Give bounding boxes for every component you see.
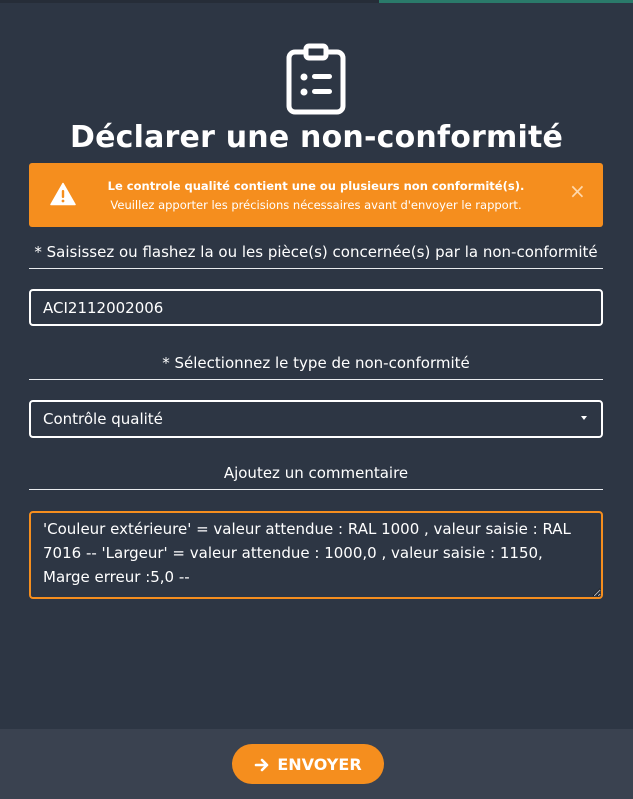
alert-close-button[interactable]: × <box>569 179 586 203</box>
warning-icon <box>50 182 76 206</box>
type-label: * Sélectionnez le type de non-conformité <box>162 354 470 372</box>
send-button[interactable] <box>232 744 384 784</box>
parts-input[interactable] <box>29 289 603 326</box>
parts-label: * Saisissez ou flashez la ou les pièce(s) concernée(s) par la non-conformité <box>34 243 598 261</box>
warning-alert <box>29 163 603 227</box>
nonconformity-type-value: Contrôle qualité <box>43 410 163 428</box>
alert-message-detail: Veuillez apporter les précisions nécessaires avant d'envoyer le rapport. <box>110 198 522 212</box>
comment-divider <box>29 489 603 490</box>
clipboard-list-icon <box>284 40 348 116</box>
comment-textarea[interactable] <box>29 511 603 599</box>
footer-bar <box>0 729 633 799</box>
comment-label: Ajoutez un commentaire <box>223 464 409 482</box>
page-title: Déclarer une non-conformité <box>69 120 564 155</box>
type-divider <box>29 379 603 380</box>
parts-divider <box>29 268 603 269</box>
alert-message-strong: Le controle qualité contient une ou plusieurs non conformité(s). <box>107 179 525 193</box>
nonconformity-type-select[interactable] <box>29 400 603 438</box>
chevron-down-icon <box>581 416 587 420</box>
arrow-right-icon <box>254 757 270 773</box>
send-button-label: ENVOYER <box>277 755 362 774</box>
alert-message <box>93 177 539 215</box>
